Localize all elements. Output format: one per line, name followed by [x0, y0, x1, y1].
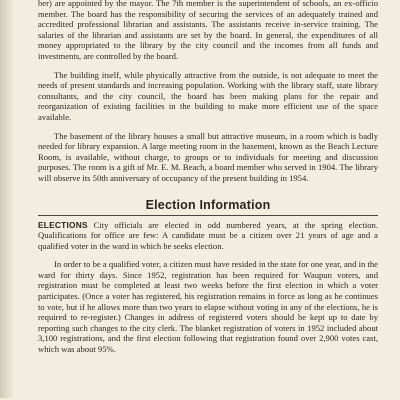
paragraph-qualified-voter: In order to be a qualified voter, a citizen must have resided in the state for one year, and in the ward for thirty days. Since 1952, registration has been required for Waupun voters, and registration must be completed at least two weeks before the first election in which a voter participates. (Once a voter has registered, his registration remains in force as long as he continues to vote, but if he allows more than two years to elapse without voting in any of the elections, he is required to re-register.) Changes in address of registered voters should be kept up to date by reporting such changes to the city clerk. The blanket registration of voters in 1952 included about 3,100 registrations, and the first election following that registration found over 2,900 votes cast, which was about 95%.: [38, 259, 378, 355]
heading-rule: [38, 215, 378, 216]
paragraph-elections-text: City officials are elected in odd numbered years, at the spring election. Qualifications for office are few: A candidate must be a citizen over 21 years of age and a qualified voter in the ward in which he seeks election.: [38, 219, 378, 251]
paragraph-elections: [38, 220, 378, 252]
section-heading-election: Election Information: [145, 197, 271, 212]
paragraph-library-board: ber) are appointed by the mayor. The 7th member is the superintendent of schools, an ex-officio member. The board has the responsibility of securing the services of an adequately trained and accredited professional librarian and assistants. The assistants receive in-service training. The salaries of the librarian and assistants are set by the board. In general, the expenditures of all money appropriated to the library by the city council and the incomes from all funds and investments, are controlled by the board.: [38, 0, 378, 61]
paragraph-library-building: The building itself, while physically attractive from the outside, is not adequate to meet the needs of present standards and increasing population. Working with the library staff, state library consultants, and the city council, the board has been making plans for the repair and reorganization of existing facilities in the building to make more efficient use of the space available.: [38, 69, 378, 122]
paragraph-library-basement: The basement of the library houses a small but attractive museum, in a room which is badly needed for library expansion. A large meeting room in the basement, known as the Beach Lecture Room, is available, without charge, to groups or to individuals for meeting and discussion purposes. The room is a gift of Mr. E. M. Beach, a board member who served in 1904. The library will observe its 50th anniversary of occupancy of the present building in 1954.: [38, 130, 378, 183]
page-gutter-shadow: [0, 0, 14, 398]
lead-word-elections: ELECTIONS: [38, 219, 88, 230]
